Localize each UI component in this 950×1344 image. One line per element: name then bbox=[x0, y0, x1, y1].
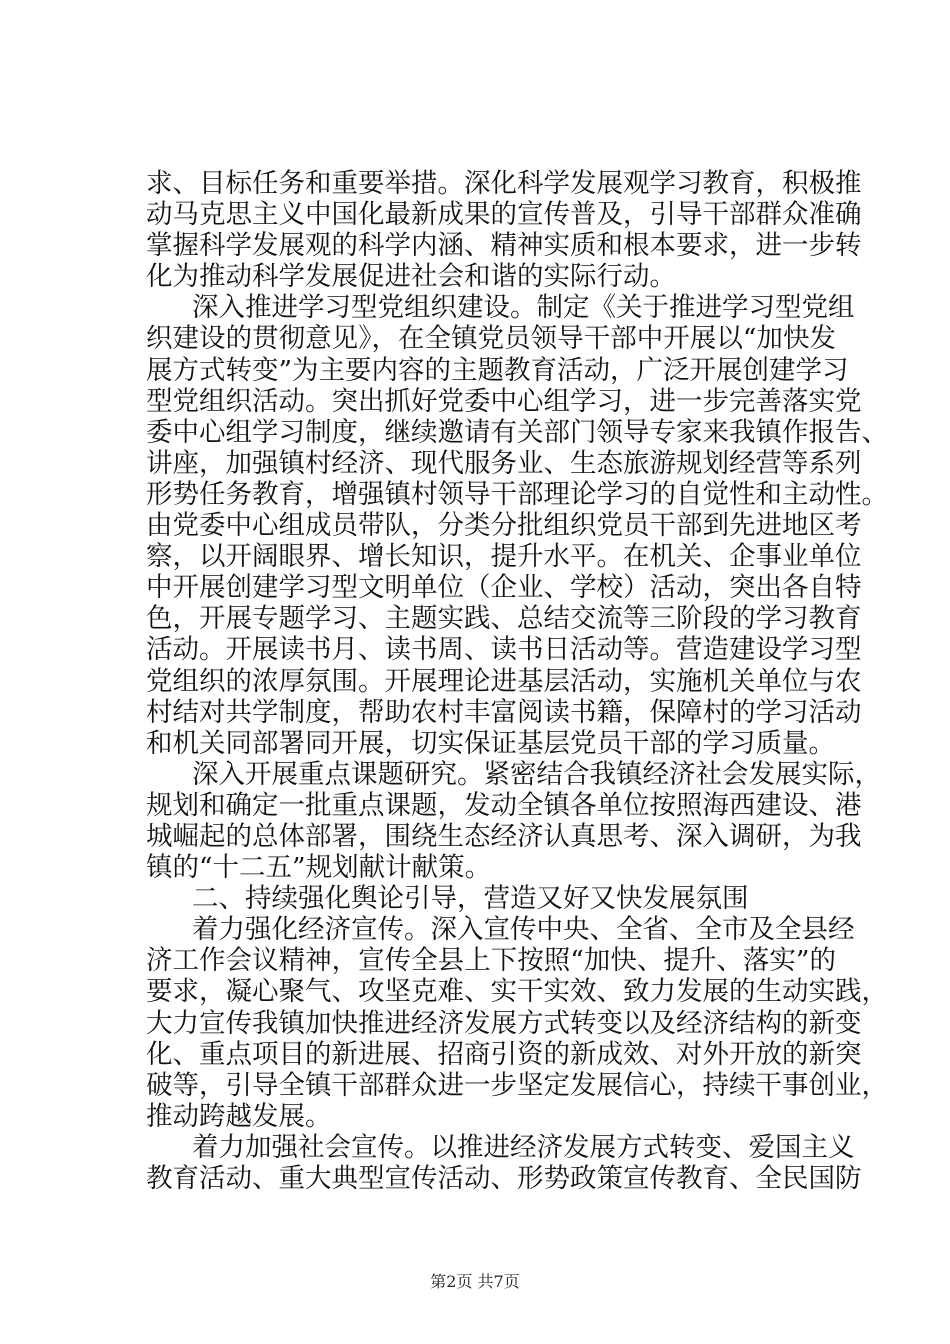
text-line: 大力宣传我镇加快推进经济发展方式转变以及经济结构的新变 bbox=[146, 1007, 862, 1039]
text-line: 掌握科学发展观的科学内涵、精神实质和根本要求，进一步转 bbox=[146, 230, 862, 262]
text-line: 织建设的贯彻意见》，在全镇党员领导干部中开展以“加快发 bbox=[146, 323, 836, 355]
page-footer bbox=[0, 1272, 950, 1292]
text-line: 察，以开阔眼界、增长知识，提升水平。在机关、企事业单位 bbox=[146, 541, 862, 573]
text-line: 讲座，加强镇村经济、现代服务业、生态旅游规划经营等系列 bbox=[146, 447, 862, 479]
text-line: 村结对共学制度，帮助农村丰富阅读书籍，保障村的学习活动 bbox=[146, 696, 862, 728]
text-line: 推动跨越发展。 bbox=[146, 1100, 332, 1132]
text-line: 镇的“十二五”规划献计献策。 bbox=[146, 852, 492, 884]
text-line: 由党委中心组成员带队，分类分批组织党员干部到先进地区考 bbox=[146, 510, 862, 542]
text-line: 中开展创建学习型文明单位（企业、学校）活动，突出各自特 bbox=[146, 572, 862, 604]
text-line: 色，开展专题学习、主题实践、总结交流等三阶段的学习教育 bbox=[146, 603, 862, 635]
text-line: 破等，引导全镇干部群众进一步坚定发展信心，持续干事创业， bbox=[146, 1069, 888, 1101]
text-line: 深入开展重点课题研究。紧密结合我镇经济社会发展实际， bbox=[192, 758, 881, 790]
text-line: 教育活动、重大典型宣传活动、形势政策宣传教育、全民国防 bbox=[146, 1163, 862, 1194]
text-line: 规划和确定一批重点课题，发动全镇各单位按照海西建设、港 bbox=[146, 789, 862, 821]
text-line: 活动。开展读书月、读书周、读书日活动等。营造建设学习型 bbox=[146, 634, 862, 666]
text-line: 求、目标任务和重要举措。深化科学发展观学习教育，积极推 bbox=[146, 168, 862, 199]
text-line: 深入推进学习型党组织建设。制定《关于推进学习型党组 bbox=[192, 292, 855, 324]
text-line: 型党组织活动。突出抓好党委中心组学习，进一步完善落实党 bbox=[146, 385, 862, 417]
text-line: 济工作会议精神，宣传全县上下按照“加快、提升、落实”的 bbox=[146, 945, 836, 977]
text-line: 城崛起的总体部署，围绕生态经济认真思考、深入调研，为我 bbox=[146, 820, 862, 852]
text-line: 化为推动科学发展促进社会和谐的实际行动。 bbox=[146, 261, 676, 293]
text-line: 要求，凝心聚气、攻坚克难、实干实效、致力发展的生动实践， bbox=[146, 976, 888, 1008]
text-line: 动马克思主义中国化最新成果的宣传普及，引导干部群众准确 bbox=[146, 199, 862, 231]
text-line: 和机关同部署同开展，切实保证基层党员干部的学习质量。 bbox=[146, 727, 835, 759]
text-line: 化、重点项目的新进展、招商引资的新成效、对外开放的新突 bbox=[146, 1038, 862, 1070]
text-line: 着力强化经济宣传。深入宣传中央、全省、全市及全县经 bbox=[192, 914, 855, 946]
page-number-label: 第2页 共7页 bbox=[430, 1272, 520, 1291]
text-line: 二、持续强化舆论引导，营造又好又快发展氛围 bbox=[192, 883, 749, 915]
text-line: 着力加强社会宣传。以推进经济发展方式转变、爱国主义 bbox=[192, 1131, 855, 1163]
text-line: 形势任务教育，增强镇村领导干部理论学习的自觉性和主动性。 bbox=[146, 478, 888, 510]
text-line: 委中心组学习制度，继续邀请有关部门领导专家来我镇作报告、 bbox=[146, 416, 888, 448]
text-line: 展方式转变”为主要内容的主题教育活动，广泛开展创建学习 bbox=[146, 354, 849, 386]
document-body bbox=[146, 168, 888, 1194]
text-line: 党组织的浓厚氛围。开展理论进基层活动，实施机关单位与农 bbox=[146, 665, 862, 697]
